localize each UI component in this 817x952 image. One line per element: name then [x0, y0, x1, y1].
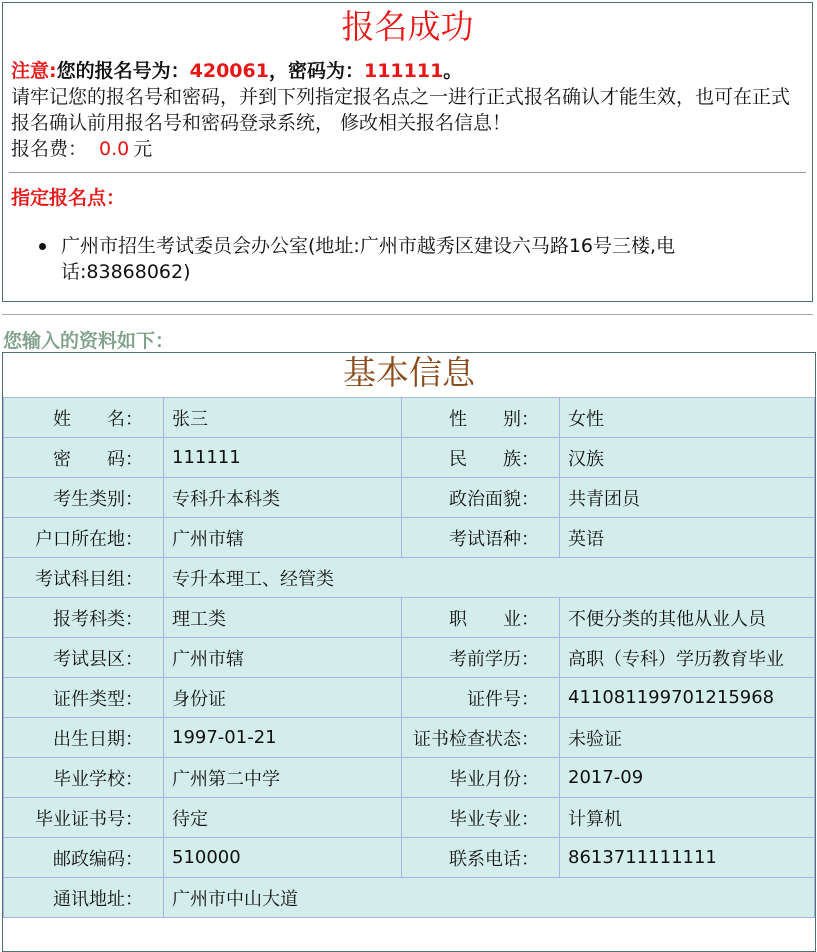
field-value: 专升本理工、经管类: [164, 558, 815, 598]
field-label: 考试科目组：: [4, 558, 164, 598]
field-label: 证件类型：: [4, 678, 164, 718]
field-value: 女性: [560, 398, 815, 438]
field-value: 高职（专科）学历教育毕业: [560, 638, 815, 678]
entered-info-label: 您输入的资料如下：: [3, 330, 175, 352]
fee-amount: 0.0: [99, 138, 130, 160]
field-label: 民 族：: [402, 438, 560, 478]
field-value: 2017-09: [560, 758, 815, 798]
basic-info-table: [3, 397, 815, 918]
field-label: 考前学历：: [402, 638, 560, 678]
field-label: 出生日期：: [4, 718, 164, 758]
table-row: [4, 598, 815, 638]
table-row: [4, 438, 815, 478]
table-row: [4, 718, 815, 758]
field-value: 不便分类的其他从业人员: [560, 598, 815, 638]
field-value: 共青团员: [560, 478, 815, 518]
field-label: 毕业证书号：: [4, 798, 164, 838]
field-value: 1997-01-21: [164, 718, 402, 758]
registration-fee: [11, 136, 812, 162]
table-row: [4, 478, 815, 518]
field-value: 专科升本科类: [164, 478, 402, 518]
fee-label: 报名费：: [11, 138, 88, 160]
table-row: [4, 518, 815, 558]
field-label: 户口所在地：: [4, 518, 164, 558]
table-row: [4, 798, 815, 838]
site-list-item: 广州市招生考试委员会办公室(地址:广州市越秀区建设六马路16号三楼,电话:83868062): [61, 233, 812, 285]
table-row: [4, 678, 815, 718]
table-row: [4, 558, 815, 598]
field-value: 411081199701215968: [560, 678, 815, 718]
field-label: 密 码：: [4, 438, 164, 478]
field-value: 广州市辖: [164, 638, 402, 678]
designated-site-list: [3, 233, 812, 285]
field-value: 待定: [164, 798, 402, 838]
notice-prefix: 注意:: [11, 60, 57, 82]
basic-info-panel: [2, 352, 816, 952]
field-label: 证书检查状态：: [402, 718, 560, 758]
basic-info-title: 基本信息: [343, 353, 475, 392]
field-label: 毕业月份：: [402, 758, 560, 798]
notice-end: 。: [443, 60, 463, 82]
field-label: 职 业：: [402, 598, 560, 638]
field-label: 毕业学校：: [4, 758, 164, 798]
field-label: 邮政编码：: [4, 838, 164, 878]
registration-password: 111111: [363, 60, 444, 82]
section-divider: [2, 314, 813, 315]
field-value: 8613711111111: [560, 838, 815, 878]
field-label: 毕业专业：: [402, 798, 560, 838]
field-label: 政治面貌：: [402, 478, 560, 518]
notice-text-password: ，密码为：: [268, 60, 364, 82]
field-label: 报考科类：: [4, 598, 164, 638]
field-value: 张三: [164, 398, 402, 438]
field-value: 广州市辖: [164, 518, 402, 558]
fee-unit: 元: [133, 138, 153, 160]
field-value: 广州市中山大道: [164, 878, 815, 918]
field-value: 英语: [560, 518, 815, 558]
field-value: 111111: [164, 438, 402, 478]
registration-notice: [11, 58, 812, 84]
table-row: [4, 638, 815, 678]
instruction-paragraph: 请牢记您的报名号和密码，并到下列指定报名点之一进行正式报名确认才能生效，也可在正式报名确认前用报名号和密码登录系统， 修改相关报名信息！: [11, 86, 791, 134]
field-label: 联系电话：: [402, 838, 560, 878]
field-label: 考试语种：: [402, 518, 560, 558]
field-value: 广州第二中学: [164, 758, 402, 798]
table-row: [4, 758, 815, 798]
field-label: 考试县区：: [4, 638, 164, 678]
field-value: 理工类: [164, 598, 402, 638]
registration-number: 420061: [189, 60, 269, 82]
notice-text-reg: 您的报名号为：: [56, 60, 190, 82]
field-label: 姓 名：: [4, 398, 164, 438]
field-value: 510000: [164, 838, 402, 878]
registration-success-panel: [2, 2, 813, 302]
success-title: 报名成功: [341, 7, 474, 46]
field-value: 汉族: [560, 438, 815, 478]
field-value: 未验证: [560, 718, 815, 758]
field-label: 证件号：: [402, 678, 560, 718]
table-row: [4, 838, 815, 878]
designated-site-heading: 指定报名点：: [11, 187, 126, 209]
table-row: [4, 878, 815, 918]
field-label: 考生类别：: [4, 478, 164, 518]
field-label: 性 别：: [402, 398, 560, 438]
panel-divider: [9, 172, 806, 173]
table-row: [4, 398, 815, 438]
field-value: 计算机: [560, 798, 815, 838]
field-label: 通讯地址：: [4, 878, 164, 918]
field-value: 身份证: [164, 678, 402, 718]
